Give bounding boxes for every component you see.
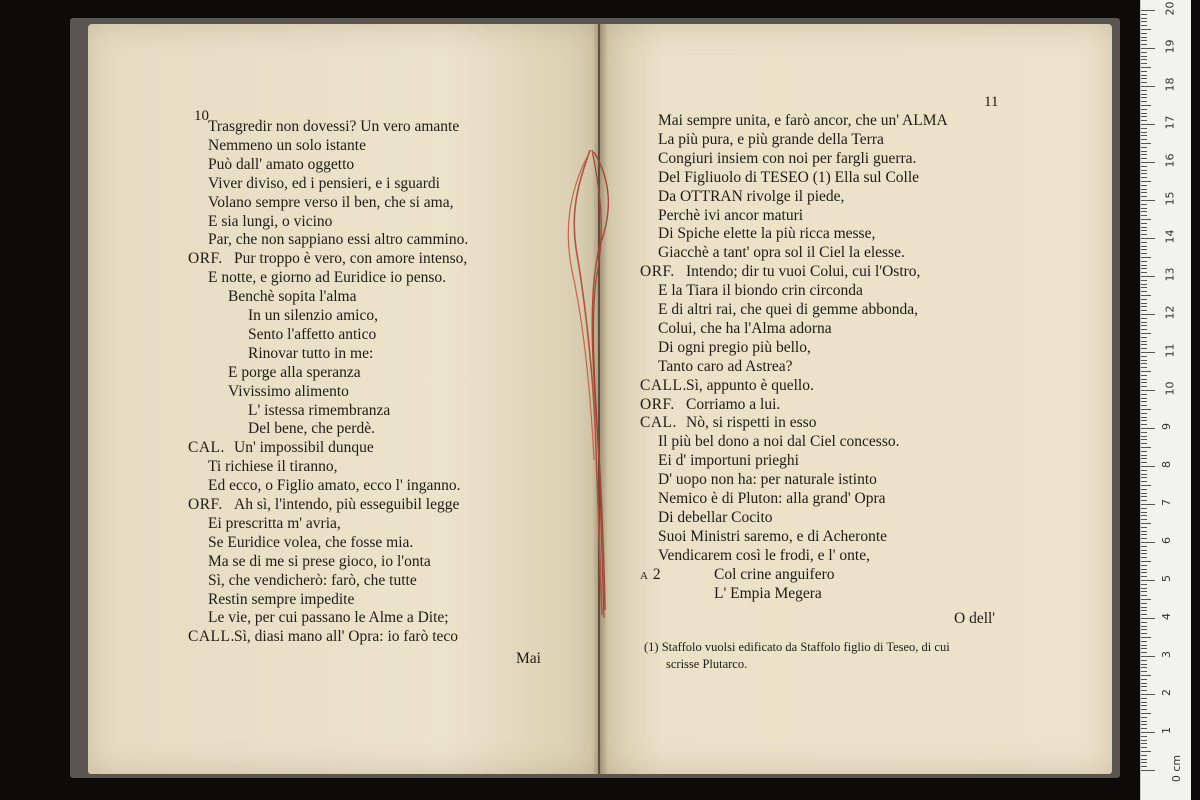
ruler-minor-tick bbox=[1141, 599, 1151, 600]
ruler-minor-tick bbox=[1141, 360, 1147, 361]
ruler-minor-tick bbox=[1141, 747, 1147, 748]
verse-line: Sì, diasi mano all' Opra: io farò teco bbox=[234, 628, 459, 646]
ruler-minor-tick bbox=[1141, 265, 1147, 266]
ruler-label: 7 bbox=[1160, 499, 1173, 506]
ruler-minor-tick bbox=[1141, 690, 1147, 691]
verse-line: Mai sempre unita, e farò ancor, che un' ALMA bbox=[658, 112, 948, 129]
ruler-minor-tick bbox=[1141, 561, 1151, 562]
ruler-label: 4 bbox=[1160, 613, 1173, 620]
verse-line: Di Spiche elette la più ricca messe, bbox=[658, 225, 876, 243]
verse-line: E di altri rai, che quei di gemme abbonda, bbox=[658, 301, 918, 318]
ruler-minor-tick bbox=[1141, 401, 1147, 402]
ruler-tick bbox=[1141, 200, 1155, 201]
ruler-minor-tick bbox=[1141, 257, 1151, 258]
ruler-minor-tick bbox=[1141, 686, 1147, 687]
ruler-minor-tick bbox=[1141, 185, 1147, 186]
ruler-minor-tick bbox=[1141, 569, 1147, 570]
ruler-minor-tick bbox=[1141, 291, 1147, 292]
ruler-minor-tick bbox=[1141, 531, 1147, 532]
right-page bbox=[600, 24, 1112, 774]
ruler-minor-tick bbox=[1141, 709, 1147, 710]
ruler-label: 17 bbox=[1163, 115, 1177, 130]
verse-line: Può dall' amato oggetto bbox=[208, 155, 355, 173]
footnote-line: (1) Staffolo vuolsi edificato da Staffolo figlio di Teseo, di cui bbox=[644, 640, 950, 654]
ruler-minor-tick bbox=[1141, 101, 1147, 102]
page-number: 11 bbox=[984, 94, 999, 110]
ruler-tick bbox=[1141, 124, 1155, 125]
ruler-minor-tick bbox=[1141, 591, 1147, 592]
ruler-minor-tick bbox=[1141, 512, 1147, 513]
ruler-minor-tick bbox=[1141, 500, 1147, 501]
ruler-label: 20 bbox=[1163, 1, 1177, 16]
catchword: Mai bbox=[516, 650, 541, 667]
ruler-minor-tick bbox=[1141, 71, 1147, 72]
ruler-minor-tick bbox=[1141, 515, 1147, 516]
ruler-minor-tick bbox=[1141, 607, 1147, 608]
ruler-minor-tick bbox=[1141, 246, 1147, 247]
ruler-minor-tick bbox=[1141, 280, 1147, 281]
verse-line: Ti richiese il tiranno, bbox=[208, 458, 338, 476]
ruler-minor-tick bbox=[1141, 97, 1147, 98]
ruler-minor-tick bbox=[1141, 120, 1147, 121]
verse-line: Ah sì, l'intendo, più esseguibil legge bbox=[234, 496, 460, 513]
ruler-minor-tick bbox=[1141, 534, 1147, 535]
ruler-minor-tick bbox=[1141, 394, 1147, 395]
ruler-label: 0 cm bbox=[1170, 754, 1184, 783]
verse-line: Rinovar tutto in me: bbox=[248, 344, 374, 362]
ruler-label: 5 bbox=[1160, 575, 1173, 582]
ruler-minor-tick bbox=[1141, 154, 1147, 155]
ruler-minor-tick bbox=[1141, 565, 1147, 566]
ruler-minor-tick bbox=[1141, 717, 1147, 718]
ruler-minor-tick bbox=[1141, 439, 1147, 440]
ruler-label: 11 bbox=[1163, 343, 1177, 358]
ruler-minor-tick bbox=[1141, 337, 1147, 338]
ruler-minor-tick bbox=[1141, 508, 1147, 509]
ruler-minor-tick bbox=[1141, 94, 1147, 95]
ruler-tick bbox=[1141, 352, 1155, 353]
verse-line: Sento l'affetto antico bbox=[248, 325, 377, 343]
ruler-minor-tick bbox=[1141, 588, 1147, 589]
ruler-minor-tick bbox=[1141, 215, 1147, 216]
ruler-minor-tick bbox=[1141, 219, 1151, 220]
verse-line: Del Figliuolo di TESEO (1) Ella sul Colle bbox=[658, 168, 920, 186]
ruler-minor-tick bbox=[1141, 405, 1147, 406]
ruler-minor-tick bbox=[1141, 295, 1151, 296]
ruler-minor-tick bbox=[1141, 496, 1147, 497]
ruler-minor-tick bbox=[1141, 82, 1147, 83]
ruler-minor-tick bbox=[1141, 477, 1147, 478]
ruler-minor-tick bbox=[1141, 462, 1147, 463]
ruler-minor-tick bbox=[1141, 458, 1147, 459]
ruler-minor-tick bbox=[1141, 740, 1147, 741]
verse-line: Sì, che vendicherò: farò, che tutte bbox=[208, 571, 417, 589]
ruler-minor-tick bbox=[1141, 762, 1147, 763]
ruler-minor-tick bbox=[1141, 204, 1147, 205]
ruler-label: 18 bbox=[1163, 77, 1177, 92]
ruler-tick bbox=[1141, 580, 1155, 581]
verse-line: Suoi Ministri saremo, e di Acheronte bbox=[658, 527, 888, 545]
ruler-minor-tick bbox=[1141, 683, 1147, 684]
ruler-minor-tick bbox=[1141, 341, 1147, 342]
ruler-minor-tick bbox=[1141, 743, 1147, 744]
verse-line: Se Euridice volea, che fosse mia. bbox=[208, 533, 414, 551]
ruler-label: 8 bbox=[1160, 461, 1173, 468]
ruler-minor-tick bbox=[1141, 641, 1147, 642]
ruler-minor-tick bbox=[1141, 242, 1147, 243]
ruler-minor-tick bbox=[1141, 44, 1147, 45]
ruler-minor-tick bbox=[1141, 189, 1147, 190]
ruler-minor-tick bbox=[1141, 420, 1147, 421]
ruler-minor-tick bbox=[1141, 348, 1147, 349]
ruler-tick bbox=[1141, 504, 1155, 505]
ruler-minor-tick bbox=[1141, 344, 1147, 345]
verse-line: La più pura, e più grande della Terra bbox=[658, 130, 884, 148]
verse-line: Del bene, che perdè. bbox=[248, 420, 375, 438]
ruler-minor-tick bbox=[1141, 272, 1147, 273]
ruler-minor-tick bbox=[1141, 645, 1147, 646]
ruler-minor-tick bbox=[1141, 610, 1147, 611]
ruler-tick bbox=[1141, 618, 1155, 619]
verse-line: Da OTTRAN rivolge il piede, bbox=[658, 187, 845, 205]
ruler-tick bbox=[1141, 48, 1155, 49]
verse-line: Sì, appunto è quello. bbox=[686, 376, 814, 394]
ruler-label: 16 bbox=[1163, 153, 1177, 168]
ruler-tick bbox=[1141, 10, 1155, 11]
ruler-minor-tick bbox=[1141, 56, 1147, 57]
verse-line: Trasgredir non dovessi? Un vero amante bbox=[208, 118, 460, 135]
ruler-minor-tick bbox=[1141, 546, 1147, 547]
ruler-minor-tick bbox=[1141, 329, 1147, 330]
ruler-minor-tick bbox=[1141, 261, 1147, 262]
ruler-minor-tick bbox=[1141, 766, 1147, 767]
ruler-minor-tick bbox=[1141, 424, 1147, 425]
ruler-minor-tick bbox=[1141, 728, 1147, 729]
ruler-minor-tick bbox=[1141, 493, 1147, 494]
ruler-minor-tick bbox=[1141, 451, 1147, 452]
verse-line: Giacchè a tant' opra sol il Ciel la elesse. bbox=[658, 244, 905, 262]
binding-thread bbox=[560, 150, 620, 620]
ruler-tick bbox=[1141, 390, 1155, 391]
ruler-minor-tick bbox=[1141, 287, 1147, 288]
ruler-minor-tick bbox=[1141, 432, 1147, 433]
ruler-minor-tick bbox=[1141, 333, 1151, 334]
verse-line: E sia lungi, o vicino bbox=[208, 212, 333, 230]
ruler-minor-tick bbox=[1141, 132, 1147, 133]
speaker-label: CAL. bbox=[640, 414, 677, 432]
verse-line: Nemico è di Pluton: alla grand' Opra bbox=[658, 490, 886, 507]
ruler-minor-tick bbox=[1141, 417, 1147, 418]
footnote-line: scrisse Plutarco. bbox=[666, 657, 748, 671]
verse-line: Volano sempre verso il ben, che si ama, bbox=[208, 193, 454, 211]
ruler-minor-tick bbox=[1141, 356, 1147, 357]
verse-line: Di ogni pregio più bello, bbox=[658, 338, 811, 356]
ruler-minor-tick bbox=[1141, 386, 1147, 387]
ruler-minor-tick bbox=[1141, 626, 1147, 627]
verse-line: Restin sempre impedite bbox=[208, 590, 355, 608]
ruler-minor-tick bbox=[1141, 78, 1147, 79]
ruler-minor-tick bbox=[1141, 409, 1151, 410]
ruler-minor-tick bbox=[1141, 325, 1147, 326]
verse-line: Pur troppo è vero, con amore intenso, bbox=[234, 250, 468, 268]
ruler-minor-tick bbox=[1141, 37, 1147, 38]
ruler-minor-tick bbox=[1141, 538, 1147, 539]
ruler-minor-tick bbox=[1141, 713, 1151, 714]
ruler-minor-tick bbox=[1141, 192, 1147, 193]
verse-line: Intendo; dir tu vuoi Colui, cui l'Ostro, bbox=[686, 263, 921, 281]
verse-line: Ma se di me si prese gioco, io l'onta bbox=[208, 552, 431, 570]
verse-line: E notte, e giorno ad Euridice io penso. bbox=[208, 269, 447, 287]
ruler-minor-tick bbox=[1141, 550, 1147, 551]
ruler-label: 14 bbox=[1163, 229, 1177, 244]
ruler-minor-tick bbox=[1141, 135, 1147, 136]
ruler-minor-tick bbox=[1141, 759, 1147, 760]
ruler-minor-tick bbox=[1141, 230, 1147, 231]
ruler-minor-tick bbox=[1141, 67, 1151, 68]
ruler-label: 3 bbox=[1160, 651, 1173, 658]
verse-line: Par, che non sappiano essi altro cammino. bbox=[208, 231, 469, 249]
verse-line: Viver diviso, ed i pensieri, e i sguardi bbox=[208, 174, 440, 192]
ruler-minor-tick bbox=[1141, 527, 1147, 528]
ruler-tick bbox=[1141, 86, 1155, 87]
ruler-tick bbox=[1141, 428, 1155, 429]
speaker-label: ORF. bbox=[640, 263, 675, 281]
ruler-label: 9 bbox=[1160, 423, 1173, 430]
catchword: O dell' bbox=[954, 610, 996, 627]
ruler-minor-tick bbox=[1141, 553, 1147, 554]
verse-line: Nemmeno un solo istante bbox=[208, 136, 366, 154]
verse-line: D' uopo non ha: per naturale istinto bbox=[658, 471, 877, 489]
ruler-minor-tick bbox=[1141, 14, 1147, 15]
ruler-minor-tick bbox=[1141, 363, 1147, 364]
ruler-minor-tick bbox=[1141, 584, 1147, 585]
ruler-tick bbox=[1141, 542, 1155, 543]
ruler-label: 12 bbox=[1163, 305, 1177, 320]
ruler-tick bbox=[1141, 276, 1155, 277]
ruler-minor-tick bbox=[1141, 679, 1147, 680]
ruler-minor-tick bbox=[1141, 147, 1147, 148]
ruler-minor-tick bbox=[1141, 664, 1147, 665]
speaker-label: ORF. bbox=[640, 395, 675, 413]
page-number: 10 bbox=[194, 108, 209, 124]
ruler-label: 6 bbox=[1160, 537, 1173, 544]
ruler-minor-tick bbox=[1141, 139, 1147, 140]
ruler-minor-tick bbox=[1141, 268, 1147, 269]
ruler-minor-tick bbox=[1141, 170, 1147, 171]
ruler-minor-tick bbox=[1141, 481, 1147, 482]
ruler-minor-tick bbox=[1141, 113, 1147, 114]
ruler-minor-tick bbox=[1141, 211, 1147, 212]
ruler-minor-tick bbox=[1141, 196, 1147, 197]
ruler-minor-tick bbox=[1141, 299, 1147, 300]
ruler-label: 19 bbox=[1163, 39, 1177, 54]
ruler-tick bbox=[1141, 466, 1155, 467]
ruler-minor-tick bbox=[1141, 470, 1147, 471]
ruler-minor-tick bbox=[1141, 322, 1147, 323]
verse-line: L' istessa rimembranza bbox=[248, 401, 391, 419]
verse-line: Benchè sopita l'alma bbox=[228, 288, 357, 306]
ruler-minor-tick bbox=[1141, 21, 1147, 22]
ruler-minor-tick bbox=[1141, 455, 1147, 456]
ruler-minor-tick bbox=[1141, 143, 1151, 144]
ruler-minor-tick bbox=[1141, 33, 1147, 34]
verse-line: Le vie, per cui passano le Alme a Dite; bbox=[208, 609, 449, 627]
ruler-minor-tick bbox=[1141, 318, 1147, 319]
ruler-minor-tick bbox=[1141, 29, 1151, 30]
speaker-label: CALL. bbox=[640, 376, 687, 394]
ruler-minor-tick bbox=[1141, 622, 1147, 623]
ruler-minor-tick bbox=[1141, 721, 1147, 722]
verse-line: Nò, si rispetti in esso bbox=[686, 414, 817, 432]
ruler-minor-tick bbox=[1141, 724, 1147, 725]
ruler-minor-tick bbox=[1141, 59, 1147, 60]
ruler-minor-tick bbox=[1141, 671, 1147, 672]
verse-line: Colui, che ha l'Alma adorna bbox=[658, 319, 832, 337]
ruler-minor-tick bbox=[1141, 52, 1147, 53]
ruler-minor-tick bbox=[1141, 173, 1147, 174]
ruler-minor-tick bbox=[1141, 576, 1147, 577]
ruler-minor-tick bbox=[1141, 751, 1151, 752]
ruler-tick bbox=[1141, 314, 1155, 315]
ruler-minor-tick bbox=[1141, 736, 1147, 737]
verse-line: Ed ecco, o Figlio amato, ecco l' inganno. bbox=[208, 477, 461, 495]
ruler-minor-tick bbox=[1141, 660, 1147, 661]
ruler-minor-tick bbox=[1141, 474, 1147, 475]
ruler-minor-tick bbox=[1141, 614, 1147, 615]
ruler-minor-tick bbox=[1141, 25, 1147, 26]
ruler-minor-tick bbox=[1141, 63, 1147, 64]
speaker-label: CAL. bbox=[188, 439, 225, 457]
ruler-minor-tick bbox=[1141, 303, 1147, 304]
speaker-label: ORF. bbox=[188, 496, 223, 513]
verse-line: Vivissimo alimento bbox=[228, 382, 349, 400]
ruler-minor-tick bbox=[1141, 705, 1147, 706]
verse-line: Di debellar Cocito bbox=[658, 508, 773, 526]
ruler-tick bbox=[1141, 694, 1155, 695]
verse-line: Perchè ivi ancor maturi bbox=[658, 206, 804, 224]
ruler-minor-tick bbox=[1141, 234, 1147, 235]
ruler-minor-tick bbox=[1141, 371, 1151, 372]
ruler-minor-tick bbox=[1141, 227, 1147, 228]
ruler-minor-tick bbox=[1141, 18, 1147, 19]
measuring-ruler bbox=[1140, 0, 1191, 800]
ruler-minor-tick bbox=[1141, 648, 1147, 649]
ruler-minor-tick bbox=[1141, 40, 1147, 41]
ruler-minor-tick bbox=[1141, 166, 1147, 167]
ruler-minor-tick bbox=[1141, 523, 1151, 524]
ruler-minor-tick bbox=[1141, 637, 1151, 638]
ruler-label: 1 bbox=[1160, 727, 1173, 734]
ruler-minor-tick bbox=[1141, 557, 1147, 558]
left-page bbox=[88, 24, 598, 774]
verse-line: Ei d' importuni prieghi bbox=[658, 452, 799, 470]
ruler-minor-tick bbox=[1141, 698, 1147, 699]
ruler-minor-tick bbox=[1141, 158, 1147, 159]
ruler-minor-tick bbox=[1141, 367, 1147, 368]
verse-line: Vendicarem così le frodi, e l' onte, bbox=[658, 546, 870, 564]
ruler-minor-tick bbox=[1141, 116, 1147, 117]
ruler-minor-tick bbox=[1141, 675, 1151, 676]
ruler-minor-tick bbox=[1141, 249, 1147, 250]
ruler-minor-tick bbox=[1141, 489, 1147, 490]
ruler-minor-tick bbox=[1141, 105, 1151, 106]
ruler-minor-tick bbox=[1141, 755, 1147, 756]
ruler-minor-tick bbox=[1141, 413, 1147, 414]
verse-line: Il più bel dono a noi dal Ciel concesso. bbox=[658, 433, 900, 451]
ruler-minor-tick bbox=[1141, 109, 1147, 110]
ruler-minor-tick bbox=[1141, 306, 1147, 307]
ruler-minor-tick bbox=[1141, 652, 1147, 653]
ruler-minor-tick bbox=[1141, 447, 1151, 448]
ruler-minor-tick bbox=[1141, 572, 1147, 573]
ruler-label: 2 bbox=[1160, 689, 1173, 696]
speaker-label: a 2 bbox=[640, 565, 662, 583]
ruler-minor-tick bbox=[1141, 485, 1151, 486]
ruler-minor-tick bbox=[1141, 75, 1147, 76]
ruler-minor-tick bbox=[1141, 181, 1151, 182]
ruler-minor-tick bbox=[1141, 382, 1147, 383]
ruler-minor-tick bbox=[1141, 208, 1147, 209]
verse-line: Un' impossibil dunque bbox=[234, 439, 374, 457]
ruler-minor-tick bbox=[1141, 151, 1147, 152]
ruler-label: 15 bbox=[1163, 191, 1177, 206]
ruler-minor-tick bbox=[1141, 603, 1147, 604]
verse-line: In un silenzio amico, bbox=[248, 307, 378, 324]
ruler-minor-tick bbox=[1141, 443, 1147, 444]
verse-line: E porge alla speranza bbox=[228, 363, 361, 381]
ruler-minor-tick bbox=[1141, 253, 1147, 254]
speaker-label: CALL. bbox=[188, 628, 235, 646]
ruler-minor-tick bbox=[1141, 284, 1147, 285]
ruler-tick bbox=[1141, 770, 1155, 771]
ruler-minor-tick bbox=[1141, 223, 1147, 224]
ruler-minor-tick bbox=[1141, 177, 1147, 178]
ruler-minor-tick bbox=[1141, 398, 1147, 399]
ruler-minor-tick bbox=[1141, 595, 1147, 596]
verse-line: Corriamo a lui. bbox=[686, 395, 781, 413]
verse-line: Col crine anguifero bbox=[714, 565, 835, 583]
ruler-minor-tick bbox=[1141, 629, 1147, 630]
ruler-minor-tick bbox=[1141, 128, 1147, 129]
verse-line: Ei prescritta m' avria, bbox=[208, 514, 341, 532]
ruler-minor-tick bbox=[1141, 375, 1147, 376]
ruler-minor-tick bbox=[1141, 519, 1147, 520]
verse-line: L' Empia Megera bbox=[714, 584, 822, 602]
ruler-minor-tick bbox=[1141, 90, 1147, 91]
ruler-label: 10 bbox=[1163, 381, 1177, 396]
speaker-label: ORF. bbox=[188, 250, 223, 268]
ruler-tick bbox=[1141, 732, 1155, 733]
ruler-minor-tick bbox=[1141, 310, 1147, 311]
verse-line: Congiuri insiem con noi per fargli guerra. bbox=[658, 149, 917, 167]
ruler-minor-tick bbox=[1141, 633, 1147, 634]
verse-line: E la Tiara il biondo crin circonda bbox=[658, 282, 863, 300]
ruler-tick bbox=[1141, 656, 1155, 657]
ruler-label: 13 bbox=[1163, 267, 1177, 282]
ruler-minor-tick bbox=[1141, 379, 1147, 380]
ruler-tick bbox=[1141, 238, 1155, 239]
verse-line: Tanto caro ad Astrea? bbox=[658, 357, 793, 375]
ruler-minor-tick bbox=[1141, 667, 1147, 668]
ruler-minor-tick bbox=[1141, 436, 1147, 437]
ruler-minor-tick bbox=[1141, 702, 1147, 703]
ruler-tick bbox=[1141, 162, 1155, 163]
